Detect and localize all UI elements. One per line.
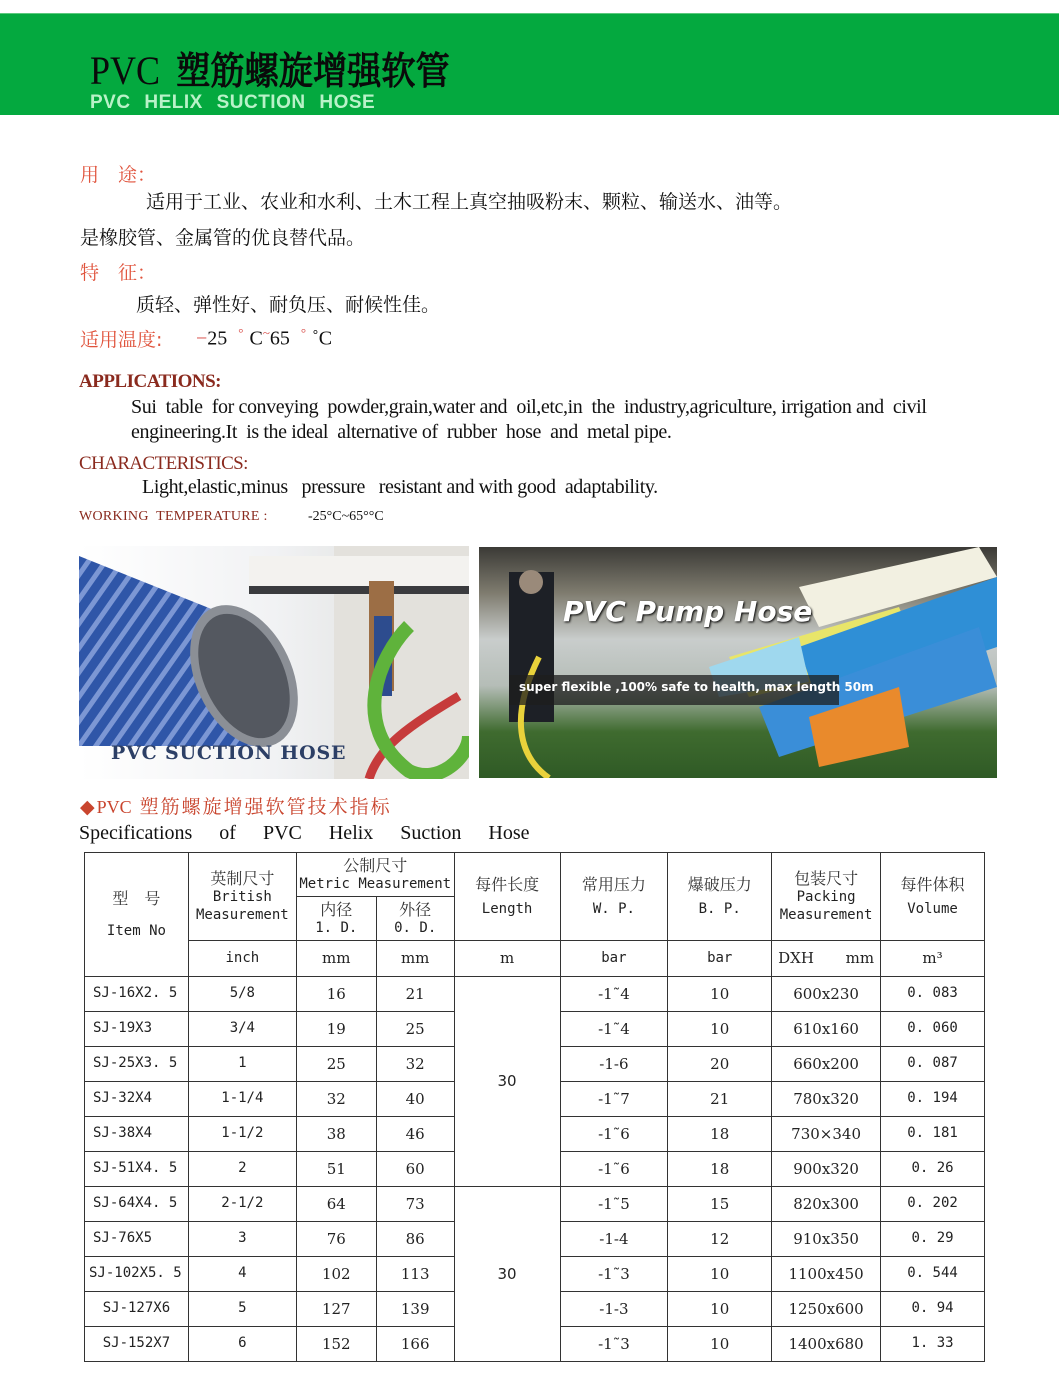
- cell-item: SJ-152X7: [85, 1327, 189, 1362]
- cell-wp: -1˜6: [560, 1117, 668, 1152]
- title-prefix: PVC: [90, 48, 161, 93]
- header-item-no: 型 号 Item No: [85, 853, 189, 977]
- cell-item: SJ-32X4: [85, 1082, 189, 1117]
- cell-volume: 0. 083: [881, 977, 985, 1012]
- usage-line-2: 是橡胶管、金属管的优良替代品。: [80, 227, 366, 249]
- pump-hose-photo: [479, 547, 997, 778]
- cell-pack: 730×340: [772, 1117, 881, 1152]
- cell-bp: 21: [668, 1082, 772, 1117]
- colored-hoses-illustration: [479, 547, 997, 778]
- cell-bp: 18: [668, 1117, 772, 1152]
- unit-packing: DXH mm: [772, 941, 881, 977]
- unit-length-m: m: [454, 941, 560, 977]
- pump-hose-title: PVC Pump Hose: [563, 595, 813, 628]
- cell-item: SJ-76X5: [85, 1222, 189, 1257]
- cell-pack: 1400x680: [772, 1327, 881, 1362]
- cell-wp: -1-4: [560, 1222, 668, 1257]
- header-volume: 每件体积 Volume: [881, 853, 985, 941]
- cell-wp: -1˜5: [560, 1187, 668, 1222]
- unit-od-mm: mm: [376, 941, 454, 977]
- cell-id: 16: [296, 977, 376, 1012]
- cell-id: 38: [296, 1117, 376, 1152]
- characteristics-label: CHARACTERISTICS:: [79, 453, 248, 474]
- usage-label: 用 途：: [80, 164, 157, 186]
- header-inner-diameter: 内径 1. D.: [296, 897, 376, 941]
- cell-wp: -1-3: [560, 1292, 668, 1327]
- cell-inch: 1-1/2: [188, 1117, 296, 1152]
- cell-od: 113: [376, 1257, 454, 1292]
- unit-bp-bar: bar: [668, 941, 772, 977]
- applications-line-2: engineering.It is the ideal alternative of rubber hose and metal pipe.: [131, 421, 672, 443]
- cell-bp: 12: [668, 1222, 772, 1257]
- cell-bp: 18: [668, 1152, 772, 1187]
- cell-bp: 10: [668, 1257, 772, 1292]
- unit-wp-bar: bar: [560, 941, 668, 977]
- unit-volume: m³: [881, 941, 985, 977]
- cell-od: 139: [376, 1292, 454, 1327]
- cell-item: SJ-127X6: [85, 1292, 189, 1327]
- cell-wp: -1-6: [560, 1047, 668, 1082]
- cell-item: SJ-38X4: [85, 1117, 189, 1152]
- cell-item: SJ-25X3. 5: [85, 1047, 189, 1082]
- characteristics-text: Light,elastic,minus pressure resistant and with good adaptability.: [142, 476, 658, 498]
- header-length: 每件长度 Length: [454, 853, 560, 941]
- header-working-pressure: 常用压力 W. P.: [560, 853, 668, 941]
- cell-od: 60: [376, 1152, 454, 1187]
- cell-wp: -1˜4: [560, 1012, 668, 1047]
- cell-id: 127: [296, 1292, 376, 1327]
- cell-wp: -1˜3: [560, 1257, 668, 1292]
- cell-bp: 10: [668, 977, 772, 1012]
- cell-pack: 610x160: [772, 1012, 881, 1047]
- cell-id: 19: [296, 1012, 376, 1047]
- cell-od: 86: [376, 1222, 454, 1257]
- cell-inch: 5: [188, 1292, 296, 1327]
- page-title: [90, 40, 450, 95]
- applications-label: APPLICATIONS:: [79, 371, 221, 392]
- cell-od: 40: [376, 1082, 454, 1117]
- cell-inch: 2-1/2: [188, 1187, 296, 1222]
- cell-bp: 10: [668, 1327, 772, 1362]
- cell-length-group-2: 30: [454, 1187, 560, 1362]
- cell-inch: 6: [188, 1327, 296, 1362]
- cell-volume: 0. 26: [881, 1152, 985, 1187]
- cell-inch: 1: [188, 1047, 296, 1082]
- suction-hose-caption: PVC SUCTION HOSE: [111, 742, 347, 764]
- title-cn: 塑筋螺旋增强软管: [176, 49, 450, 93]
- cell-wp: -1˜3: [560, 1327, 668, 1362]
- cell-wp: -1˜6: [560, 1152, 668, 1187]
- temperature-label: 适用温度:: [80, 329, 163, 351]
- table-row: [85, 977, 985, 1012]
- cell-wp: -1˜4: [560, 977, 668, 1012]
- cell-od: 32: [376, 1047, 454, 1082]
- cell-bp: 10: [668, 1292, 772, 1327]
- diamond-icon: ◆: [80, 796, 97, 818]
- cell-pack: 1100x450: [772, 1257, 881, 1292]
- cell-item: SJ-16X2. 5: [85, 977, 189, 1012]
- applications-line-1: Sui table for conveying powder,grain,water and oil,etc,in the industry,agriculture, irrigation and civil: [131, 396, 927, 418]
- cell-id: 32: [296, 1082, 376, 1117]
- cell-pack: 780x320: [772, 1082, 881, 1117]
- unit-id-mm: mm: [296, 941, 376, 977]
- cell-volume: 0. 060: [881, 1012, 985, 1047]
- working-temperature-value: -25°C~65°°C: [308, 509, 384, 524]
- cell-id: 102: [296, 1257, 376, 1292]
- cell-pack: 660x200: [772, 1047, 881, 1082]
- header-banner: [0, 13, 1059, 115]
- cell-id: 25: [296, 1047, 376, 1082]
- cell-od: 46: [376, 1117, 454, 1152]
- cell-od: 21: [376, 977, 454, 1012]
- cell-length-group-1: 30: [454, 977, 560, 1187]
- cell-volume: 0. 29: [881, 1222, 985, 1257]
- cell-inch: 4: [188, 1257, 296, 1292]
- cell-pack: 600x230: [772, 977, 881, 1012]
- cell-wp: -1˜7: [560, 1082, 668, 1117]
- working-temperature-label: WORKING TEMPERATURE :: [79, 509, 268, 524]
- usage-line-1: 适用于工业、农业和水利、土木工程上真空抽吸粉末、颗粒、输送水、油等。: [146, 191, 793, 213]
- cell-inch: 1-1/4: [188, 1082, 296, 1117]
- cell-volume: 0. 087: [881, 1047, 985, 1082]
- header-british: 英制尺寸 British Measurement: [188, 853, 296, 941]
- page-subtitle: PVC HELIX SUCTION HOSE: [90, 92, 376, 113]
- cell-inch: 2: [188, 1152, 296, 1187]
- cell-item: SJ-19X3: [85, 1012, 189, 1047]
- feature-label: 特 征：: [80, 262, 157, 284]
- cell-id: 51: [296, 1152, 376, 1187]
- pump-hose-subtitle: super flexible ,100% safe to health, max length 50m: [519, 680, 874, 694]
- cell-volume: 0. 181: [881, 1117, 985, 1152]
- suction-hose-photo: [79, 546, 469, 779]
- cell-pack: 1250x600: [772, 1292, 881, 1327]
- cell-inch: 3/4: [188, 1012, 296, 1047]
- unit-inch: inch: [188, 941, 296, 977]
- cell-item: SJ-64X4. 5: [85, 1187, 189, 1222]
- cell-id: 64: [296, 1187, 376, 1222]
- cell-pack: 820x300: [772, 1187, 881, 1222]
- cell-volume: 0. 94: [881, 1292, 985, 1327]
- cell-pack: 910x350: [772, 1222, 881, 1257]
- cell-item: SJ-51X4. 5: [85, 1152, 189, 1187]
- cell-bp: 10: [668, 1012, 772, 1047]
- header-packing: 包装尺寸 Packing Measurement: [772, 853, 881, 941]
- cell-od: 166: [376, 1327, 454, 1362]
- cell-volume: 1. 33: [881, 1327, 985, 1362]
- specs-title-cn: ◆PVC 塑筋螺旋增强软管技术指标: [80, 796, 392, 818]
- cell-od: 25: [376, 1012, 454, 1047]
- cell-pack: 900x320: [772, 1152, 881, 1187]
- cell-volume: 0. 194: [881, 1082, 985, 1117]
- specs-title-en: Specifications of PVC Helix Suction Hose: [79, 822, 530, 844]
- feature-text: 质轻、弹性好、耐负压、耐候性佳。: [136, 294, 441, 316]
- cell-item: SJ-102X5. 5: [85, 1257, 189, 1292]
- cell-bp: 20: [668, 1047, 772, 1082]
- temperature-value: −25 ° C~65 ° ˚C: [196, 325, 333, 350]
- specs-table: [84, 852, 985, 1362]
- header-burst-pressure: 爆破压力 B. P.: [668, 853, 772, 941]
- cell-inch: 3: [188, 1222, 296, 1257]
- cell-id: 76: [296, 1222, 376, 1257]
- header-outer-diameter: 外径 0. D.: [376, 897, 454, 941]
- cell-od: 73: [376, 1187, 454, 1222]
- header-metric: 公制尺寸 Metric Measurement: [296, 853, 454, 897]
- cell-volume: 0. 544: [881, 1257, 985, 1292]
- table-row: [85, 1187, 985, 1222]
- cell-volume: 0. 202: [881, 1187, 985, 1222]
- cell-id: 152: [296, 1327, 376, 1362]
- cell-inch: 5/8: [188, 977, 296, 1012]
- cell-bp: 15: [668, 1187, 772, 1222]
